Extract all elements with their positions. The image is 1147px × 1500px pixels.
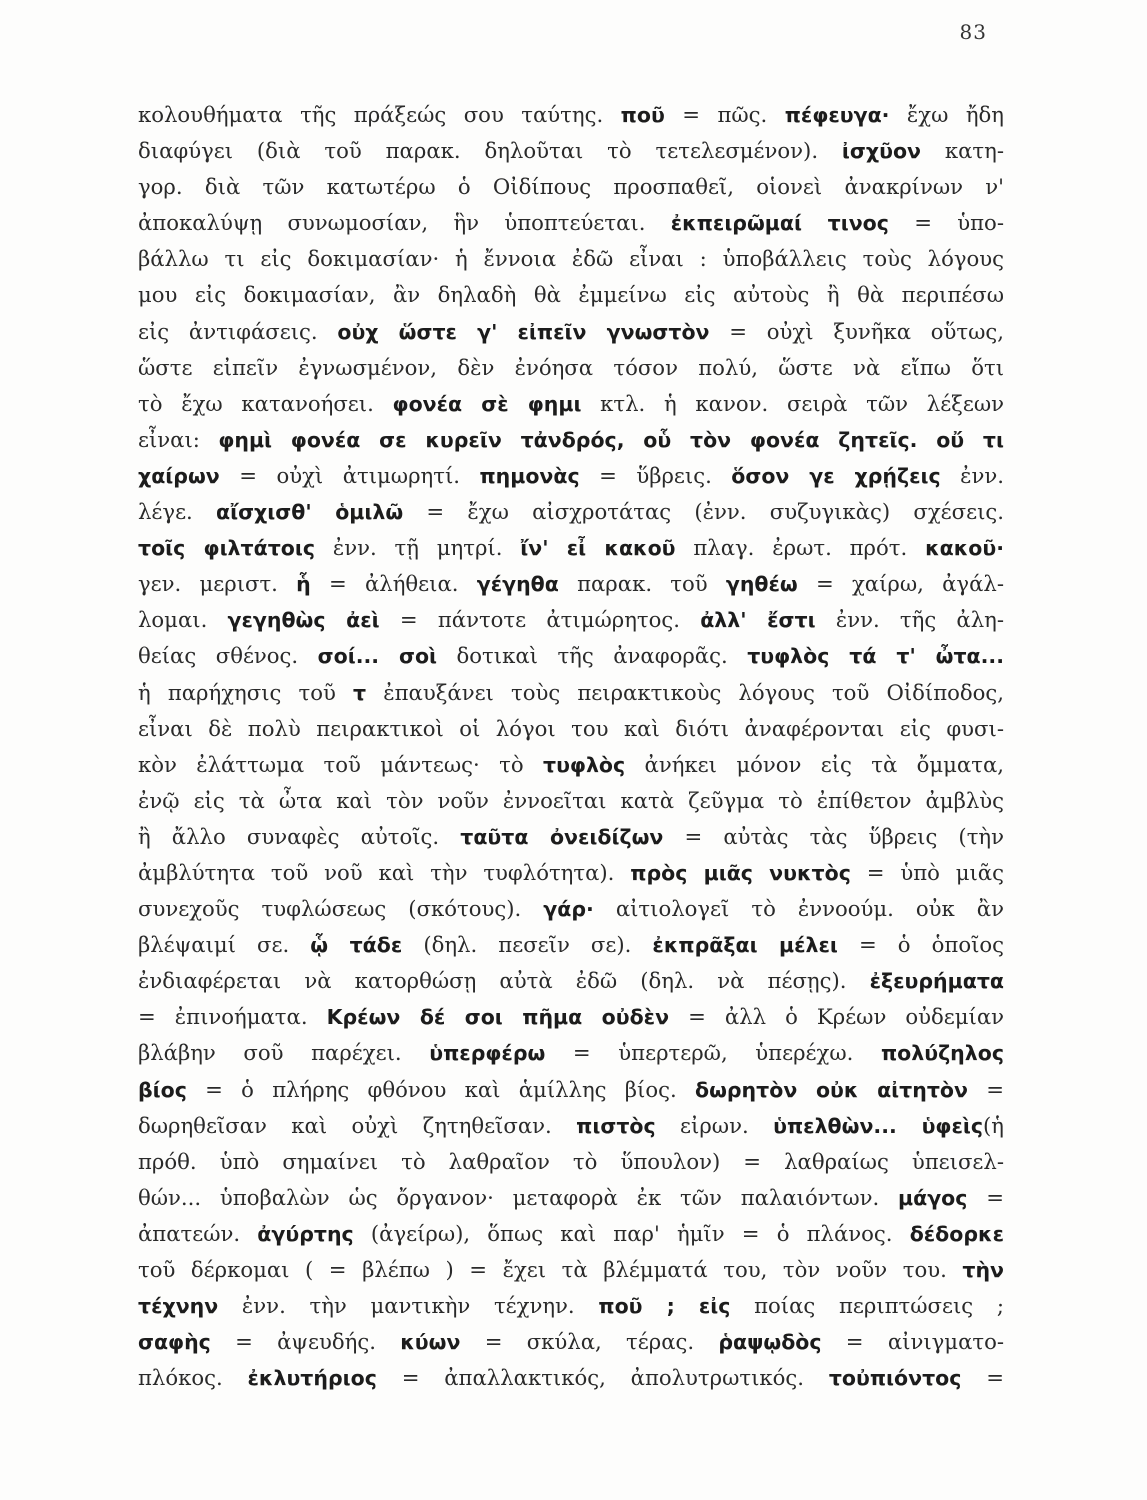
gloss-text: γορ. διὰ τῶν κατωτέρω ὁ Οἰδίπους προσπαθεῖ, οἱονεὶ ἀνακρίνων ν' (138, 174, 1004, 200)
gloss-text: = αἰνιγματο- (821, 1329, 1004, 1355)
lemma-term: κακοῦ· (925, 536, 1004, 561)
gloss-text: ποίας περιπτώσεις ; (730, 1293, 1004, 1319)
lemma-term: τοὐπιόντος (828, 1366, 962, 1391)
gloss-text: ἀπατεών. (138, 1220, 258, 1246)
text-line (138, 494, 1004, 530)
gloss-text: κατη- (921, 138, 1004, 164)
lemma-term: ἀγύρτης (257, 1221, 354, 1246)
text-line (138, 783, 1004, 819)
text-line (138, 1108, 1004, 1144)
gloss-text: εἶναι δὲ πολὺ πειρακτικοὶ οἱ λόγοι του καὶ διότι ἀναφέρονται εἰς φυσι- (138, 715, 1004, 741)
lemma-term: τ (353, 680, 367, 705)
text-line (138, 638, 1004, 674)
gloss-text: = ὕβρεις. (579, 462, 732, 488)
text-line (138, 1035, 1004, 1071)
lemma-term: ποῦ ; εἰς (598, 1294, 731, 1319)
lemma-term: ἐξευρήματα (869, 969, 1004, 994)
gloss-text: κτλ. ἡ κανον. σειρὰ τῶν λέξεων (581, 390, 1004, 416)
text-line (138, 169, 1004, 205)
text-line (138, 711, 1004, 747)
gloss-text: πρόθ. ὑπὸ σημαίνει τὸ λαθραῖον τὸ ὕπουλον) = λαθραίως ὑπεισελ- (138, 1148, 1004, 1174)
text-line (138, 205, 1004, 241)
gloss-text: = ἔχω αἰσχροτάτας (ἐνν. συζυγικὰς) σχέσεις. (403, 499, 1004, 525)
gloss-text: παρακ. τοῦ (558, 571, 726, 597)
text-line (138, 386, 1004, 422)
gloss-text: κολουθήματα τῆς πράξεώς σου ταύτης. (138, 102, 621, 127)
lemma-term: σοί... σοὶ (317, 644, 438, 669)
gloss-text: = χαίρω, ἀγάλ- (797, 571, 1004, 597)
lemma-term: ἀλλ' ἔστι (700, 608, 816, 633)
text-line (138, 1180, 1004, 1216)
gloss-text: τὸ ἔχω κατανοήσει. (138, 390, 393, 416)
lemma-term: πέφευγα· (784, 103, 890, 127)
gloss-text: γεν. μεριστ. (138, 571, 297, 597)
gloss-text: = οὐχὶ ξυνῆκα οὕτως, (709, 318, 1004, 344)
gloss-text: ἀμβλύτητα τοῦ νοῦ καὶ τὴν τυφλότητα). (138, 859, 631, 885)
text-line (138, 1144, 1004, 1180)
gloss-text: = πάντοτε ἀτιμώρητος. (379, 607, 701, 633)
text-line (138, 97, 1004, 133)
gloss-text: δοτικαὶ τῆς ἀναφορᾶς. (437, 643, 748, 669)
gloss-text: λέγε. (138, 499, 217, 525)
lemma-term: ὑπερφέρω (429, 1041, 546, 1066)
gloss-text: αἰτιολογεῖ τὸ ἐννοούμ. οὐκ ἂν (593, 896, 1004, 922)
lemma-term: δωρητὸν οὐκ αἰτητὸν (694, 1077, 968, 1102)
lemma-term: βίος (138, 1077, 187, 1102)
text-line (138, 422, 1004, 458)
gloss-text: πλαγ. ἐρωτ. πρότ. (675, 535, 926, 561)
gloss-text: ἀποκαλύψῃ συνωμοσίαν, ἣν ὑποπτεύεται. (138, 210, 671, 236)
page-number: 83 (959, 20, 987, 44)
gloss-text: = ὑπερτερῶ, ὑπερέχω. (545, 1040, 881, 1066)
text-line (138, 566, 1004, 602)
gloss-text: εἰρων. (655, 1112, 774, 1138)
lemma-term: ᾧ τάδε (310, 933, 403, 958)
gloss-text: ὥστε εἰπεῖν ἐγνωσμένον, δὲν ἐνόησα τόσον πολύ, ὥστε νὰ εἴπω ὅτι (138, 354, 1004, 380)
lemma-term: μάγος (898, 1185, 968, 1210)
lemma-term: ταῦτα ὀνειδίζων (460, 824, 664, 849)
gloss-text: ἐνν. τῆς ἀλη- (815, 607, 1004, 633)
text-line (138, 819, 1004, 855)
text-line (138, 963, 1004, 999)
gloss-text: = οὐχὶ ἀτιμωρητί. (219, 462, 480, 488)
text-line (138, 999, 1004, 1035)
lemma-term: τοῖς φιλτάτοις (138, 536, 316, 561)
gloss-text: = πῶς. (664, 102, 785, 127)
lemma-term: ἴν' εἶ κακοῦ (520, 536, 676, 561)
text-line (138, 277, 1004, 313)
text-line (138, 602, 1004, 638)
gloss-text: θών... ὑποβαλὼν ὡς ὄργανον· μεταφορὰ ἐκ τῶν παλαιόντων. (138, 1184, 899, 1210)
gloss-text: = (967, 1184, 1004, 1210)
gloss-text: μου εἰς δοκιμασίαν, ἂν δηλαδὴ θὰ ἐμμείνω εἰς αὐτοὺς ἢ θὰ περιπέσω (138, 282, 1004, 308)
text-line (138, 458, 1004, 494)
gloss-text: = (961, 1365, 1004, 1391)
lemma-term: ποῦ (620, 103, 665, 127)
gloss-text: ἐνδιαφέρεται νὰ κατορθώσῃ αὐτὰ ἐδῶ (δηλ. νὰ πέσῃς). (138, 968, 870, 994)
lemma-term: τυφλὸς (543, 752, 626, 777)
lemma-term: δέδορκε (909, 1221, 1004, 1246)
gloss-text: ἐνν. (940, 462, 1004, 488)
text-line (138, 1216, 1004, 1252)
lemma-term: ἧ (296, 572, 311, 597)
lemma-term: ὅσον γε χρῄζεις (731, 463, 941, 488)
gloss-text: θείας σθένος. (138, 643, 318, 669)
gloss-text: εἶναι: (138, 426, 219, 452)
gloss-text: ἐνῷ εἰς τὰ ὦτα καὶ τὸν νοῦν ἐννοεῖται κατὰ ζεῦγμα τὸ ἐπίθετον ἀμβλὺς (138, 787, 1004, 813)
lemma-term: ῥαψῳδὸς (718, 1330, 822, 1355)
gloss-text: = ἀλήθεια. (310, 571, 477, 597)
gloss-text: συνεχοῦς τυφλώσεως (σκότους). (138, 896, 544, 922)
lemma-term: ὑπελθὼν... ὑφεὶς (773, 1113, 984, 1138)
lemma-term: οὐχ ὥστε γ' εἰπεῖν γνωστὸν (337, 319, 710, 344)
gloss-text: = αὐτὰς τὰς ὕβρεις (τὴν (663, 823, 1004, 849)
gloss-text: (ἀγείρω), ὅπως καὶ παρ' ἡμῖν = ὁ πλάνος. (353, 1220, 910, 1246)
lemma-term: χαίρων (138, 463, 220, 488)
lemma-term: ἐκπειρῶμαί τινος (670, 211, 889, 236)
lemma-term: ἰσχῦον (841, 139, 921, 164)
text-line (138, 747, 1004, 783)
lemma-term: πρὸς μιᾶς νυκτὸς (630, 860, 851, 885)
gloss-text: ἐνν. τῇ μητρί. (315, 535, 521, 561)
gloss-text: = σκύλα, τέρας. (460, 1329, 719, 1355)
text-line (138, 927, 1004, 963)
gloss-text: = ὁ ὁποῖος (837, 932, 1004, 958)
gloss-text: = ἀπαλλακτικός, ἀπολυτρωτικός. (376, 1365, 829, 1391)
lemma-term: πημονὰς (479, 463, 580, 488)
text-line (138, 1288, 1004, 1324)
gloss-text: βλέψαιμί σε. (138, 932, 311, 958)
gloss-text: = ἐπινοήματα. (138, 1004, 327, 1030)
lemma-term: κύων (400, 1330, 461, 1355)
gloss-text: πλόκος. (138, 1365, 248, 1391)
text-line (138, 314, 1004, 350)
text-line (138, 1252, 1004, 1288)
text-line (138, 855, 1004, 891)
gloss-text: δωρηθεῖσαν καὶ οὐχὶ ζητηθεῖσαν. (138, 1112, 577, 1138)
lemma-term: γάρ· (543, 897, 594, 922)
gloss-text: βάλλω τι εἰς δοκιμασίαν· ἡ ἔννοια ἐδῶ εἶναι : ὑποβάλλεις τοὺς λόγους (138, 246, 1004, 272)
commentary-text (138, 97, 1004, 1396)
gloss-text: βλάβην σοῦ παρέχει. (138, 1040, 430, 1066)
lemma-term: αἴσχισθ' ὁμιλῶ (216, 500, 404, 525)
lemma-term: πολύζηλος (880, 1041, 1004, 1066)
lemma-term: φημὶ φονέα σε κυρεῖν τἀνδρός, οὗ τὸν φονέα ζητεῖς. οὔ τι (218, 427, 1004, 452)
text-line (138, 1324, 1004, 1360)
text-line (138, 1072, 1004, 1108)
gloss-text: ἡ παρήχησις τοῦ (138, 679, 354, 705)
gloss-text: = ὑπὸ μιᾶς (850, 859, 1004, 885)
lemma-term: τὴν (962, 1258, 1004, 1282)
gloss-text: = ὁ πλήρης φθόνου καὶ ἁμίλλης βίος. (186, 1076, 695, 1102)
lemma-term: ἐκπρᾶξαι μέλει (652, 933, 838, 958)
gloss-text: = (967, 1076, 1004, 1102)
gloss-text: διαφύγει (διὰ τοῦ παρακ. δηλοῦται τὸ τετελεσμένον). (138, 138, 842, 164)
gloss-text: = ἀλλ ὁ Κρέων οὐδεμίαν (669, 1004, 1004, 1030)
lemma-term: τυφλὸς τά τ' ὦτα... (747, 644, 1004, 669)
gloss-text: ἐνν. τὴν μαντικὴν τέχνην. (218, 1293, 599, 1319)
text-line (138, 350, 1004, 386)
lemma-term: φονέα σὲ φημι (392, 391, 582, 416)
text-line (138, 530, 1004, 566)
lemma-term: Κρέων δέ σοι πῆμα οὐδὲν (326, 1005, 670, 1030)
gloss-text: (δηλ. πεσεῖν σε). (402, 932, 653, 958)
gloss-text: κὸν ἐλάττωμα τοῦ μάντεως· τὸ (138, 751, 543, 777)
lemma-term: πιστὸς (576, 1113, 656, 1138)
lemma-term: γηθέω (725, 572, 798, 597)
lemma-term: σαφὴς (138, 1330, 211, 1355)
gloss-text: ἐπαυξάνει τοὺς πειρακτικοὺς λόγους τοῦ Οἰδίποδος, (366, 679, 1004, 705)
lemma-term: γέγηθα (476, 572, 559, 597)
text-line (138, 133, 1004, 169)
gloss-text: τοῦ δέρκομαι ( = βλέπω ) = ἔχει τὰ βλέμματά του, τὸν νοῦν του. (138, 1257, 963, 1282)
gloss-text: = ἀψευδής. (210, 1329, 401, 1355)
gloss-text: = ὑπο- (888, 210, 1004, 236)
gloss-text: ἔχω ἤδη (889, 102, 1004, 127)
gloss-text: λομαι. (138, 607, 228, 633)
gloss-text: εἰς ἀντιφάσεις. (138, 318, 338, 344)
lemma-term: γεγηθὼς ἀεὶ (227, 608, 380, 633)
gloss-text: ἀνήκει μόνον εἰς τὰ ὄμματα, (625, 751, 1004, 777)
text-line (138, 675, 1004, 711)
lemma-term: ἐκλυτήριος (247, 1366, 377, 1391)
gloss-text: ἢ ἄλλο συναφὲς αὐτοῖς. (138, 823, 461, 849)
text-line (138, 891, 1004, 927)
gloss-text: (ἡ (983, 1112, 1004, 1138)
text-line (138, 1360, 1004, 1396)
text-line (138, 241, 1004, 277)
lemma-term: τέχνην (138, 1294, 219, 1319)
